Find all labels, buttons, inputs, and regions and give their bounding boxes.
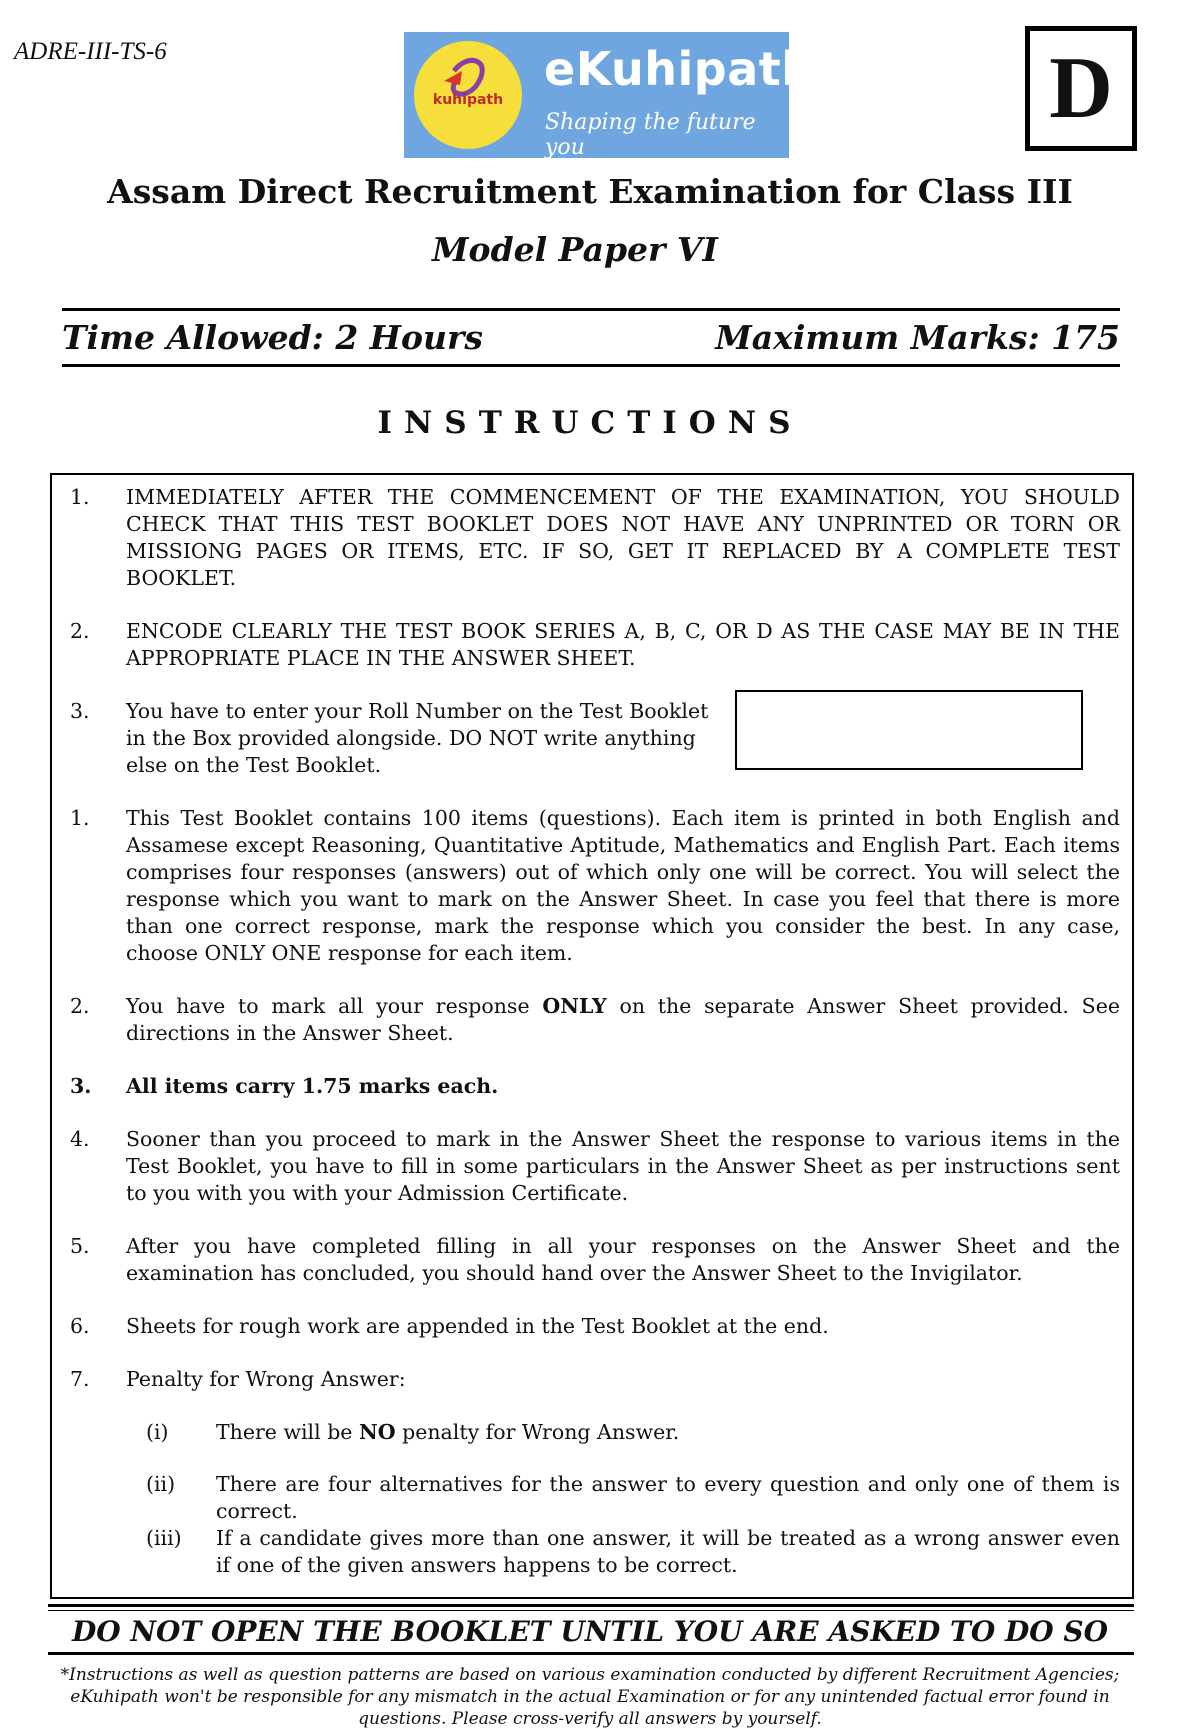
- instruction-item: [70, 993, 1120, 1047]
- item-text: [126, 993, 1120, 1047]
- penalty-text-emphasis: NO: [358, 1420, 396, 1444]
- penalty-text: There are four alternatives for the answer to every question and only one of them is correct.: [216, 1472, 1120, 1523]
- divider: [48, 1604, 1134, 1607]
- penalty-number: (i): [146, 1420, 169, 1444]
- instruction-item: [70, 1126, 1120, 1207]
- do-not-open-warning: DO NOT OPEN THE BOOKLET UNTIL YOU ARE ASKED TO DO SO: [71, 1615, 1109, 1648]
- exam-subtitle: Model Paper VI: [432, 230, 718, 269]
- item-number: 7.: [70, 1367, 90, 1391]
- logo-brand: eKuhipath: [544, 42, 815, 96]
- item-number: 2.: [70, 994, 90, 1018]
- item-number: 1.: [70, 485, 90, 509]
- penalty-text-part: There will be: [216, 1420, 359, 1444]
- penalty-item: [146, 1471, 1120, 1525]
- ekuhipath-logo: [404, 32, 815, 160]
- item-text: Sooner than you proceed to mark in the Answer Sheet the response to various items in the Test Booklet, you have to fill in some particulars in the Answer Sheet as per instructions sent to you with you with your Admission Certificate.: [126, 1127, 1120, 1205]
- instructions-heading: INSTRUCTIONS: [377, 405, 803, 441]
- penalty-item: [146, 1419, 1120, 1446]
- maximum-marks: Maximum Marks: 175: [715, 318, 1120, 357]
- logo-tagline: Shaping the future you: [545, 110, 756, 160]
- item-text-part: on the separate Answer Sheet provided. See directions in the Answer Sheet.: [126, 994, 1120, 1045]
- penalty-text: [216, 1419, 1120, 1446]
- penalty-text-part: penalty for Wrong Answer.: [395, 1420, 680, 1444]
- item-text: Penalty for Wrong Answer:: [126, 1367, 406, 1391]
- paper-code: ADRE-III-TS-6: [14, 38, 167, 65]
- item-text: You have to enter your Roll Number on the Test Booklet in the Box provided alongside. DO NOT write anything else on the Test Booklet.: [126, 699, 709, 777]
- item-text: All items carry 1.75 marks each.: [126, 1074, 499, 1098]
- item-text: Sheets for rough work are appended in the Test Booklet at the end.: [126, 1314, 829, 1338]
- item-text: ENCODE CLEARLY THE TEST BOOK SERIES A, B, C, OR D AS THE CASE MAY BE IN THE APPROPRIATE PLACE IN THE ANSWER SHEET.: [126, 619, 1120, 670]
- instruction-item: [70, 618, 1120, 672]
- instruction-item: [70, 1073, 1120, 1100]
- item-number: 1.: [70, 806, 90, 830]
- item-number: 2.: [70, 619, 90, 643]
- item-number: 4.: [70, 1127, 90, 1151]
- instructions-list: [70, 484, 1120, 1579]
- instruction-item: [70, 698, 1120, 779]
- penalty-number: (ii): [146, 1472, 176, 1496]
- item-number: 6.: [70, 1314, 90, 1338]
- instruction-item: [70, 1366, 1120, 1393]
- item-text: IMMEDIATELY AFTER THE COMMENCEMENT OF THE EXAMINATION, YOU SHOULD CHECK THAT THIS TEST BOOKLET DOES NOT HAVE ANY UNPRINTED OR TORN OR MISSIONG PAGES OR ITEMS, ETC. IF SO, GET IT REPLACED BY A COMPLETE TEST BOOKLET.: [126, 485, 1120, 590]
- instruction-item: [70, 805, 1120, 967]
- item-text-emphasis: ONLY: [542, 994, 607, 1018]
- penalty-item: [146, 1525, 1120, 1579]
- item-text: This Test Booklet contains 100 items (questions). Each item is printed in both English and Assamese except Reasoning, Quantitative Aptitude, Mathematics and English Part. Each items comprises four responses (answers) out of which only one will be correct. You will select the response which you want to mark on the Answer Sheet. In case you feel that there is more than one correct response, mark the response which you consider the best. In any case, choose ONLY ONE response for each item.: [126, 806, 1120, 965]
- penalty-text: If a candidate gives more than one answer, it will be treated as a wrong answer even if one of the given answers happens to be correct.: [216, 1526, 1120, 1577]
- item-number: 3.: [70, 1074, 92, 1098]
- item-number: 5.: [70, 1234, 90, 1258]
- instruction-item: [70, 1313, 1120, 1340]
- disclaimer-footnote: *Instructions as well as question patterns are based on various examination conducted by different Recruitment Agencies; eKuhipath won't be responsible for any mismatch in the actual Examination or for any unintended factual error found in questions. Please cross-verify all answers by yourself.: [60, 1665, 1120, 1729]
- penalty-number: (iii): [146, 1526, 182, 1550]
- divider: [48, 1652, 1134, 1655]
- divider: [62, 308, 1120, 311]
- divider: [62, 364, 1120, 367]
- instruction-item: [70, 1233, 1120, 1287]
- booklet-series-box: D: [1025, 26, 1137, 151]
- divider: [48, 1610, 1134, 1611]
- item-text-part: You have to mark all your response: [126, 994, 543, 1018]
- instruction-item: [70, 484, 1120, 592]
- time-allowed: Time Allowed: 2 Hours: [62, 318, 483, 357]
- exam-title: Assam Direct Recruitment Examination for Class III: [107, 172, 1073, 211]
- item-number: 3.: [70, 699, 90, 723]
- emblem-text: kuhipath: [432, 92, 504, 108]
- item-text: After you have completed filling in all your responses on the Answer Sheet and the examination has concluded, you should hand over the Answer Sheet to the Invigilator.: [126, 1234, 1120, 1285]
